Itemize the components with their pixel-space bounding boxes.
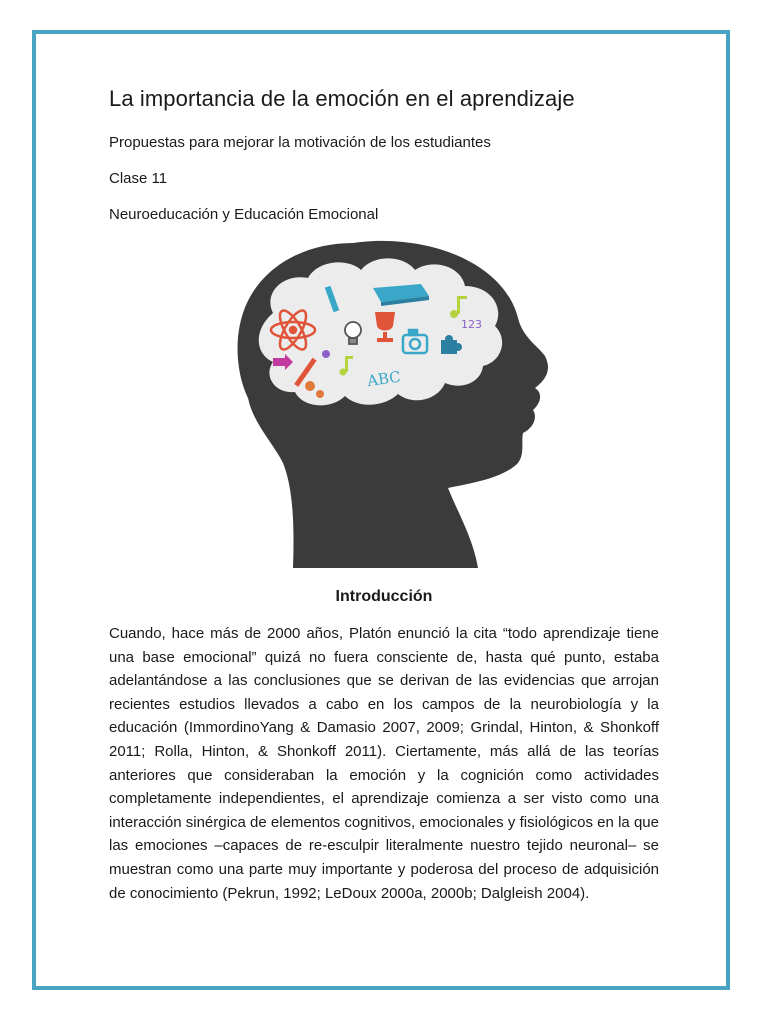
child-head-illustration xyxy=(233,238,553,568)
class-label: Clase 11 xyxy=(109,170,168,187)
document-title: La importancia de la emoción en el aprendizaje xyxy=(109,86,575,111)
course-name: Neuroeducación y Educación Emocional xyxy=(109,206,379,223)
document-subtitle: Propuestas para mejorar la motivación de los estudiantes xyxy=(109,134,491,151)
document-header xyxy=(109,86,659,223)
intro-paragraph: Cuando, hace más de 2000 años, Platón enunció la cita “todo aprendizaje tiene una base emocional” quizá no fuera consciente de, hasta qué punto, estaba adelantándose a las conclusiones que se derivan de las evidencias que arrojan recientes estudios llevados a cabo en los campos de la neurobiología y la educación (ImmordinoYang & Damasio 2007, 2009; Grindal, Hinton, & Shonkoff 2011; Rolla, Hinton, & Shonkoff 2011). Ciertamente, más allá de las teorías anteriores que consideraban la emoción y la cognición como actividades completamente independientes, el aprendizaje comienza a ser visto como una interacción sinérgica de elementos cognitivos, emocionales y fisiológicos en la que las emociones –capaces de re-esculpir literalmente nuestro tejido neuronal– se muestran como una parte muy importante y poderosa del proceso de adquisición de conocimiento (Pekrun, 1992; LeDoux 2000a, 2000b; Dalgleish 2004). xyxy=(109,625,659,902)
section-heading-introduccion: Introducción xyxy=(335,588,433,605)
numbers-icon: 123 xyxy=(461,318,482,331)
abc-icon: ABC xyxy=(366,367,402,391)
